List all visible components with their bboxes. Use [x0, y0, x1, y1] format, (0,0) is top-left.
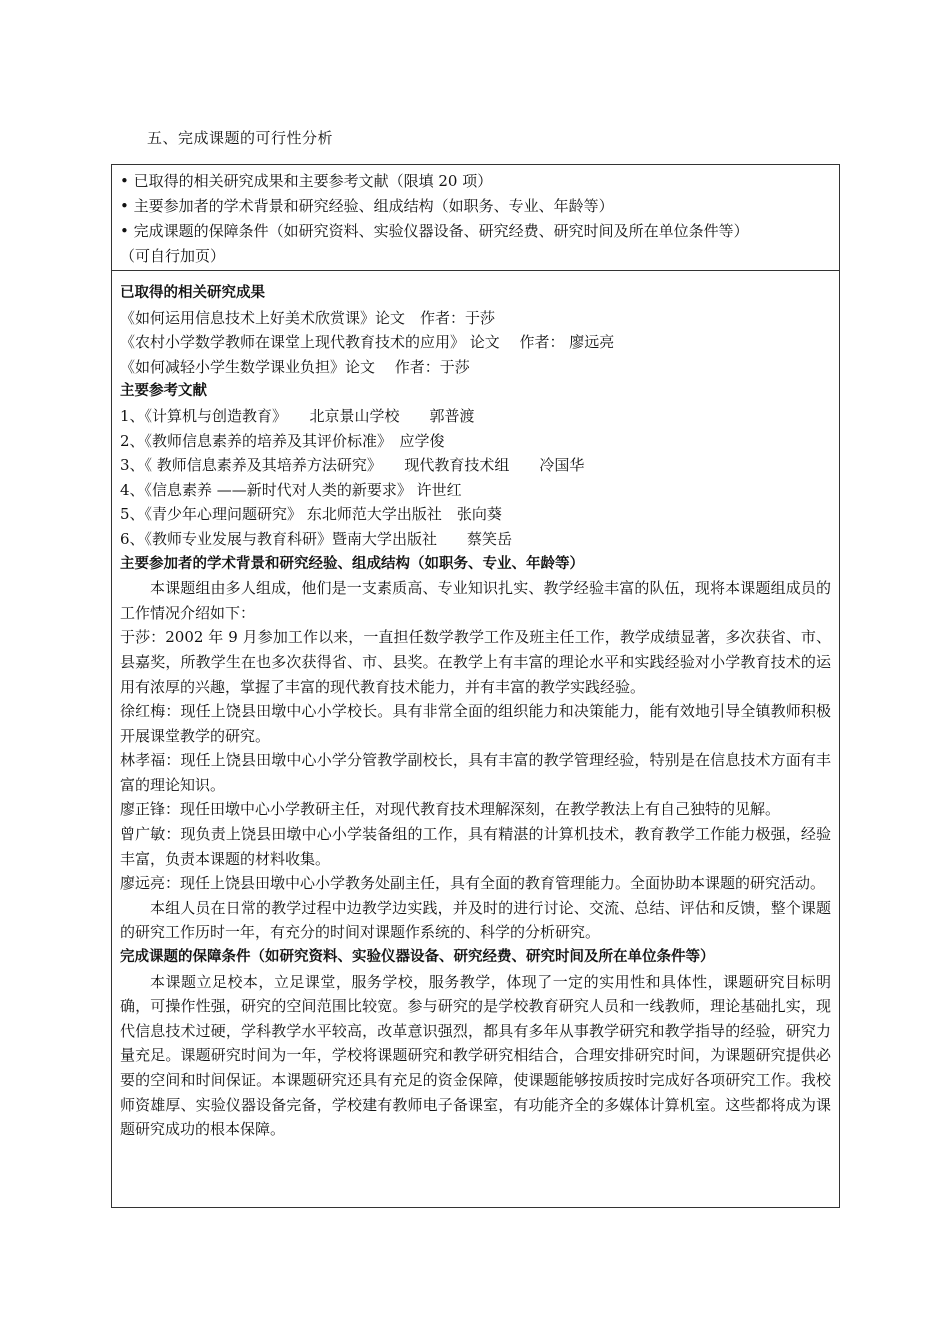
- member-profile: 曾广敏：现负责上饶县田墩中心小学装备组的工作，具有精湛的计算机技术，教育教学工作能力极强，经验丰富，负责本课题的材料收集。: [120, 825, 831, 868]
- reference-item: 4、《信息素养 ——新时代对人类的新要求》 许世红: [120, 480, 462, 499]
- achievement-item: 《如何减轻小学生数学课业负担》论文 作者：于莎: [120, 357, 470, 376]
- achievement-item: 《如何运用信息技术上好美术欣赏课》论文 作者：于莎: [120, 308, 496, 327]
- reference-item: 5、《青少年心理问题研究》 东北师范大学出版社 张向葵: [120, 505, 502, 524]
- members-heading: 主要参加者的学术背景和研究经验、组成结构（如职务、专业、年龄等）: [120, 555, 584, 572]
- reference-item: 3、《 教师信息素养及其培养方法研究》 现代教育技术组 冷国华: [120, 456, 585, 475]
- achievements-heading: 已取得的相关研究成果: [120, 285, 265, 301]
- member-profile: 廖正锋：现任田墩中心小学教研主任，对现代教育技术理解深刻，在教学教法上有自己独特的见解。: [120, 800, 781, 819]
- feasibility-table: [111, 164, 840, 1208]
- prompt-line: • 完成课题的保障条件（如研究资料、实验仪器设备、研究经费、研究时间及所在单位条件等）: [120, 222, 749, 240]
- content-cell: [120, 281, 831, 1142]
- reference-item: 6、《教师专业发展与教育科研》暨南大学出版社 蔡笑岳: [120, 529, 513, 548]
- member-profile: 徐红梅：现任上饶县田墩中心小学校长。具有非常全面的组织能力和决策能力，能有效地引导全镇教师积极开展课堂教学的研究。: [120, 702, 831, 745]
- conditions-body: 本课题立足校本，立足课堂，服务学校，服务教学，体现了一定的实用性和具体性，课题研究目标明确，可操作性强，研究的空间范围比较宽。参与研究的是学校教育研究人员和一线教师，理论基础扎实，现代信息技术过硬，学科教学水平较高，改革意识强烈，都具有多年从事教学研究和教学指导的经验，研究力量充足。课题研究时间为一年，学校将课题研究和教学研究相结合，合理安排研究时间，为课题研究提供必要的空间和时间保证。本课题研究还具有充足的资金保障，使课题能够按质按时完成好各项研究工作。我校师资雄厚、实验仪器设备完备，学校建有教师电子备课室，有功能齐全的多媒体计算机室。这些都将成为课题研究成功的根本保障。: [120, 972, 831, 1139]
- prompt-line: • 已取得的相关研究成果和主要参考文献（限填 20 项）: [120, 172, 493, 190]
- member-profile: 于莎：2002 年 9 月参加工作以来，一直担任数学教学工作及班主任工作，教学成绩显著，多次获省、市、县嘉奖，所教学生在也多次获得省、市、县奖。在教学上有丰富的理论水平和实践经验对小学教育技术的运用有浓厚的兴趣，掌握了丰富的现代教育技术能力，并有丰富的教学实践经验。: [120, 628, 831, 696]
- prompt-line: • 主要参加者的学术背景和研究经验、组成结构（如职务、专业、年龄等）: [120, 197, 614, 215]
- members-intro: 本课题组由多人组成，他们是一支素质高、专业知识扎实、教学经验丰富的队伍，现将本课题组成员的工作情况介绍如下：: [120, 579, 831, 622]
- prompt-cell: [112, 165, 839, 271]
- conditions-heading: 完成课题的保障条件（如研究资料、实验仪器设备、研究经费、研究时间及所在单位条件等）: [120, 949, 715, 966]
- member-profile: 林孝福：现任上饶县田墩中心小学分管教学副校长，具有丰富的教学管理经验，特别是在信息技术方面有丰富的理论知识。: [120, 751, 831, 794]
- reference-item: 2、《教师信息素养的培养及其评价标准》 应学俊: [120, 431, 445, 450]
- members-closing: 本组人员在日常的教学过程中边教学边实践，并及时的进行讨论、交流、总结、评估和反馈，整个课题的研究工作历时一年，有充分的时间对课题作系统的、科学的分析研究。: [120, 898, 831, 942]
- member-profile: 廖远亮：现任上饶县田墩中心小学教务处副主任，具有全面的教育管理能力。全面协助本课题的研究活动。: [120, 874, 826, 893]
- prompt-line: （可自行加页）: [120, 247, 226, 265]
- achievement-item: 《农村小学数学教师在课堂上现代教育技术的应用》 论文 作者： 廖远亮: [120, 333, 615, 352]
- reference-item: 1、《计算机与创造教育》 北京景山学校 郭普渡: [120, 406, 475, 425]
- references-heading: 主要参考文献: [120, 383, 207, 400]
- section-title: 五、完成课题的可行性分析: [147, 129, 334, 147]
